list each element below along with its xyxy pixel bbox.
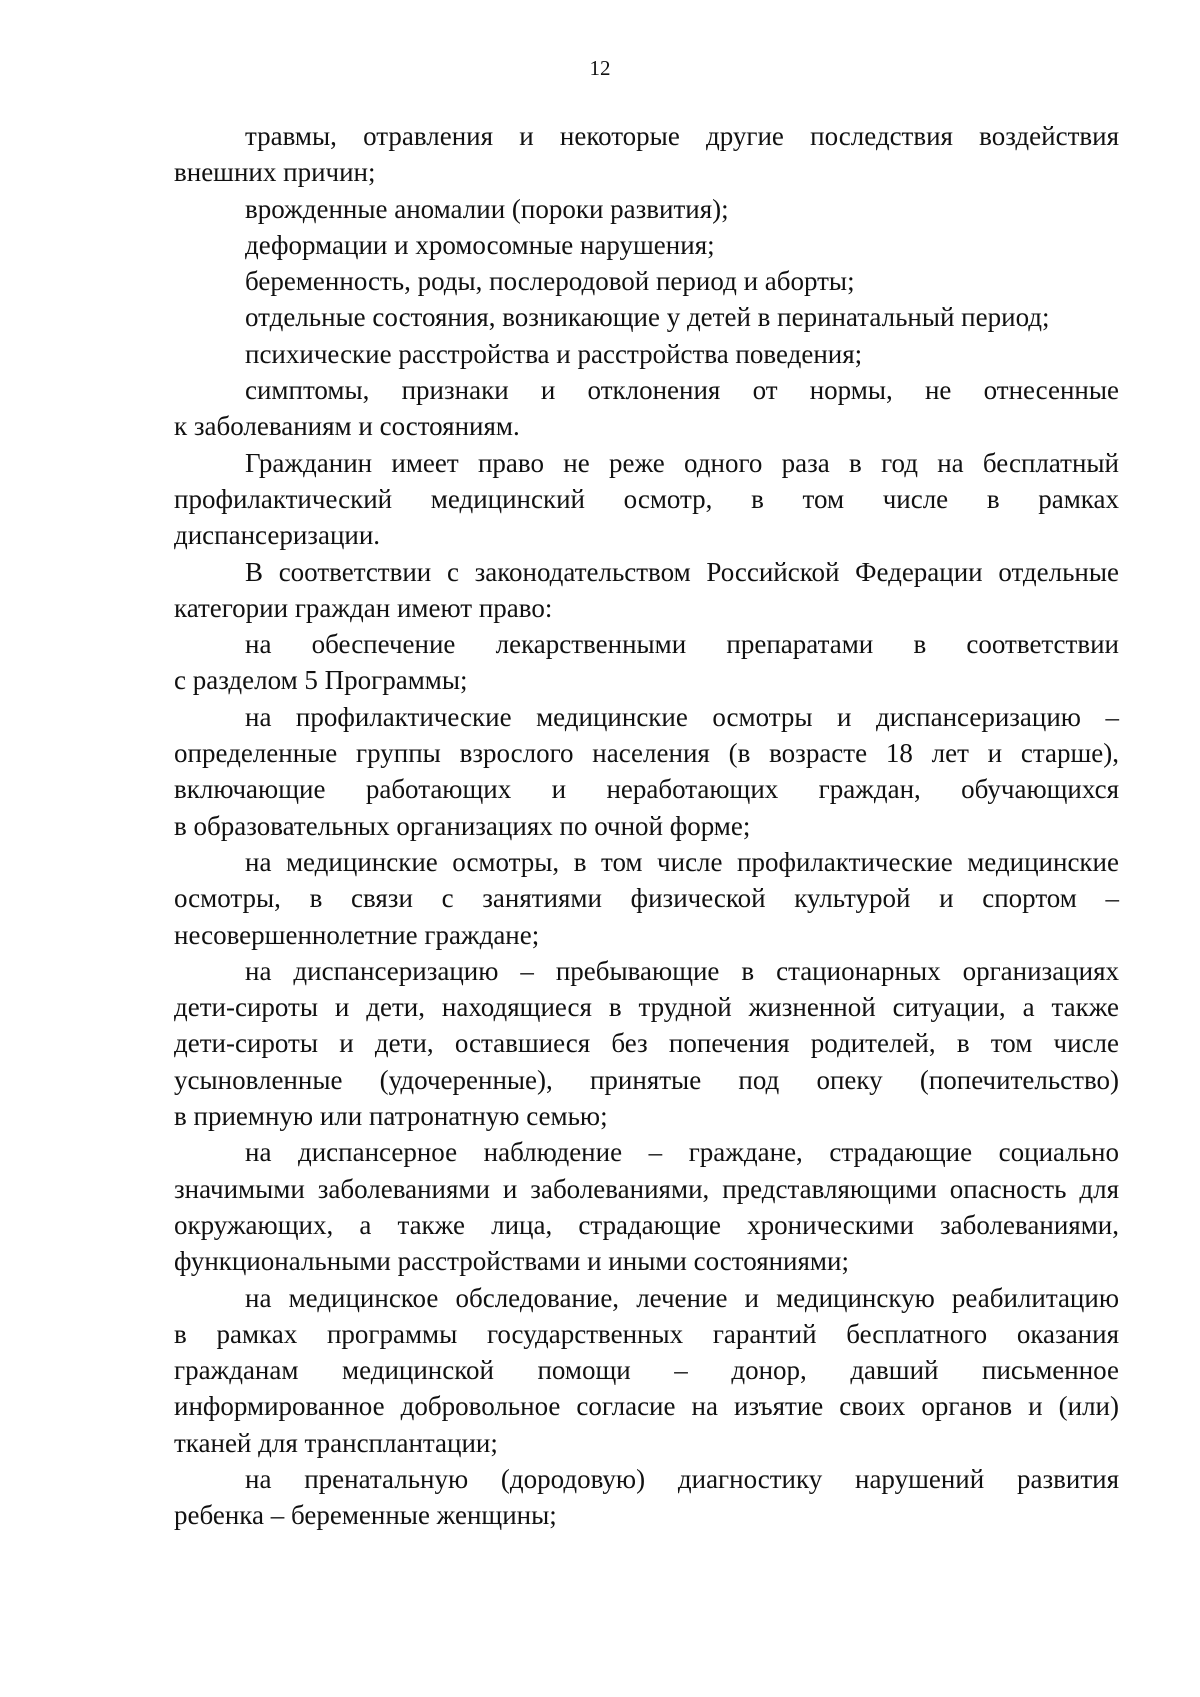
text-line: усыновленные (удочеренные), принятые под опеку (попечительство) [174,1064,1119,1095]
paragraph [174,263,1119,299]
text-line: функциональными расстройствами и иными состояниями; [174,1246,849,1277]
text-line: на обеспечение лекарственными препаратами в соответствии [245,629,1119,660]
paragraph [174,372,1119,445]
text-line: определенные группы взрослого населения (в возрасте 18 лет и старше), [174,738,1119,769]
text-line: Гражданин имеет право не реже одного раза в год на бесплатный [245,447,1119,478]
document-body [174,118,1119,1534]
text-line: на медицинские осмотры, в том числе профилактические медицинские [245,846,1119,877]
text-line: осмотры, в связи с занятиями физической культурой и спортом – [174,883,1119,914]
text-line: окружающих, а также лица, страдающие хроническими заболеваниями, [174,1209,1119,1240]
text-line: гражданам медицинской помощи – донор, давший письменное [174,1355,1119,1386]
paragraph [174,336,1119,372]
text-line: В соответствии с законодательством Российской Федерации отдельные [245,556,1119,587]
paragraph [174,554,1119,627]
text-line: врожденные аномалии (пороки развития); [245,193,729,224]
text-line: симптомы, признаки и отклонения от нормы, не отнесенные [245,375,1119,406]
text-line: беременность, роды, послеродовой период и аборты; [245,266,855,297]
paragraph [174,445,1119,554]
paragraph [174,118,1119,191]
text-line: в приемную или патронатную семью; [174,1101,608,1132]
text-line: отдельные состояния, возникающие у детей в перинатальный период; [245,302,1050,333]
text-line: на диспансерное наблюдение – граждане, страдающие социально [245,1137,1119,1168]
text-line: травмы, отравления и некоторые другие последствия воздействия [245,121,1119,151]
text-line: категории граждан имеют право: [174,592,553,623]
text-line: на медицинское обследование, лечение и медицинскую реабилитацию [245,1282,1119,1313]
text-line: тканей для трансплантации; [174,1427,498,1458]
text-line: с разделом 5 Программы; [174,665,468,696]
text-line: дети-сироты и дети, находящиеся в трудной жизненной ситуации, а также [174,992,1119,1023]
text-line: информированное добровольное согласие на изъятие своих органов и (или) [174,1391,1119,1422]
paragraph [174,1461,1119,1534]
text-line: в рамках программы государственных гарантий бесплатного оказания [174,1318,1119,1349]
paragraph [174,844,1119,953]
text-line: значимыми заболеваниями и заболеваниями, представляющими опасность для [174,1173,1119,1204]
text-line: включающие работающих и неработающих граждан, обучающихся [174,774,1119,805]
paragraph [174,1280,1119,1461]
paragraph [174,227,1119,263]
text-line: на пренатальную (дородовую) диагностику нарушений развития [245,1463,1119,1494]
text-line: в образовательных организациях по очной форме; [174,810,751,841]
text-line: деформации и хромосомные нарушения; [245,229,715,260]
text-line: несовершеннолетние граждане; [174,919,540,950]
paragraph [174,299,1119,335]
text-line: дети-сироты и дети, оставшиеся без попечения родителей, в том числе [174,1028,1119,1059]
paragraph [174,191,1119,227]
text-line: диспансеризации. [174,520,381,551]
paragraph [174,953,1119,1134]
paragraph [174,1134,1119,1279]
text-line: к заболеваниям и состояниям. [174,411,520,442]
text-line: на профилактические медицинские осмотры и диспансеризацию – [245,701,1119,732]
paragraph [174,699,1119,844]
text-line: на диспансеризацию – пребывающие в стационарных организациях [245,955,1119,986]
text-line: профилактический медицинский осмотр, в том числе в рамках [174,483,1119,514]
text-line: ребенка – беременные женщины; [174,1500,557,1531]
page-number: 12 [589,56,611,80]
text-line: психические расстройства и расстройства поведения; [245,338,863,369]
text-line: внешних причин; [174,157,376,188]
paragraph [174,626,1119,699]
